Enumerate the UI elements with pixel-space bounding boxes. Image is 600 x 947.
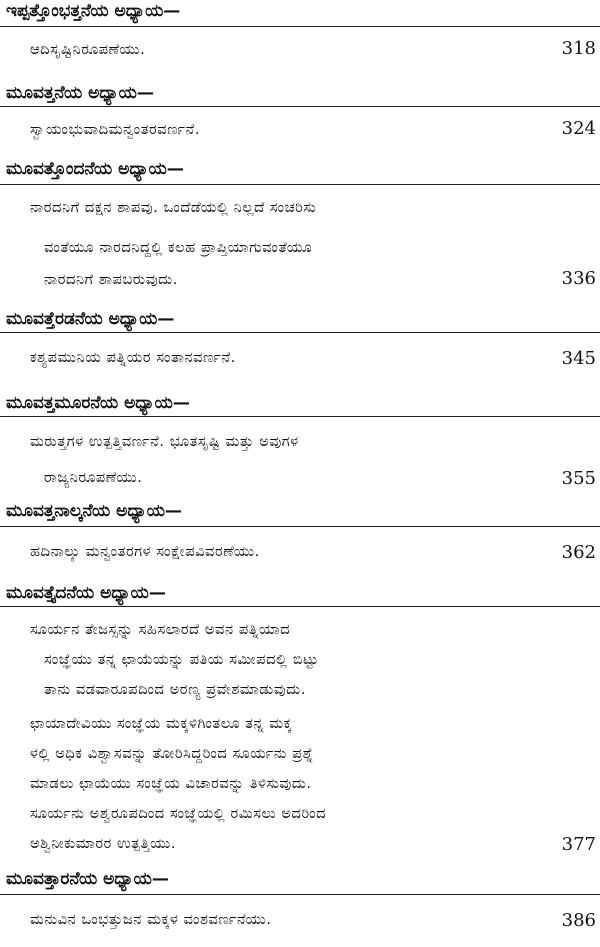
chapter-title: ಮೂವತ್ತಾರನೆಯ ಅಧ್ಯಾಯ—	[6, 869, 169, 889]
chapter-summary-line: ಮಾಡಲು ಛಾಯೆಯು ಸಂಜ್ಞೆಯ ವಿಚಾರವನ್ನು ತಿಳಿಸುವುದು.	[30, 776, 312, 792]
chapter-divider	[0, 606, 600, 607]
chapter-title: ಮೂವತ್ತೊಂದನೆಯ ಅಧ್ಯಾಯ—	[6, 159, 184, 179]
page-number: 324	[561, 118, 596, 139]
chapter-title: ಮೂವತ್ತನಾಲ್ಕನೆಯ ಅಧ್ಯಾಯ—	[6, 501, 182, 521]
chapter-summary-line: ನಾರದನಿಗೆ ಶಾಪಬರುವುದು.	[44, 272, 178, 288]
page-number: 362	[561, 542, 596, 563]
chapter-divider	[0, 106, 600, 107]
chapter-summary-line: ವಂತೆಯೂ ನಾರದನಿದ್ದಲ್ಲಿ ಕಲಹ ಪ್ರಾಪ್ತಿಯಾಗುವಂತೆಯೂ	[44, 240, 313, 256]
chapter-title: ಇಪ್ಪತ್ತೊಂಭತ್ತನೆಯ ಅಧ್ಯಾಯ—	[6, 1, 181, 21]
chapter-summary-line: ಮರುತ್ತಗಳ ಉತ್ಪತ್ತಿವರ್ಣನೆ. ಭೂತಸೃಷ್ಟಿ ಮತ್ತು ಅವುಗಳ	[30, 434, 299, 450]
chapter-summary-line: ರಾಜ್ಯನಿರೂಪಣೆಯು.	[44, 470, 143, 486]
page-number: 386	[561, 910, 596, 931]
page-number: 345	[561, 348, 596, 369]
page-number: 355	[561, 468, 596, 489]
chapter-summary-line: ಆದಿಸೃಷ್ಟಿನಿರೂಪಣೆಯು.	[30, 42, 146, 58]
chapter-summary-line: ತಾನು ವಡವಾರೂಪದಿಂದ ಅರಣ್ಯ ಪ್ರವೇಶಮಾಡುವುದು.	[44, 682, 307, 698]
page-number: 318	[561, 38, 596, 59]
chapter-title: ಮೂವತ್ತಮೂರನೆಯ ಅಧ್ಯಾಯ—	[6, 393, 190, 413]
chapter-summary-line: ಛಾಯಾದೇವಿಯು ಸಂಜ್ಞೆಯ ಮಕ್ಕಳಿಗಿಂತಲೂ ತನ್ನ ಮಕ್ಕ	[30, 716, 293, 732]
chapter-divider	[0, 526, 600, 527]
chapter-divider	[0, 894, 600, 895]
chapter-summary-line: ಕಶ್ಯಪಮುನಿಯ ಪತ್ನಿಯರ ಸಂತಾನವರ್ಣನೆ.	[30, 350, 236, 366]
page-number: 336	[561, 268, 596, 289]
chapter-divider	[0, 332, 600, 333]
chapter-summary-line: ಸೂರ್ಯನ ತೇಜಸ್ಸನ್ನು ಸಹಿಸಲಾರದೆ ಅವನ ಪತ್ನಿಯಾದ	[30, 622, 291, 638]
chapter-divider	[0, 26, 600, 27]
page-number: 377	[561, 834, 596, 855]
chapter-summary-line: ಳಲ್ಲಿ ಅಧಿಕ ವಿಶ್ವಾಸವನ್ನು ತೋರಿಸಿದ್ದರಿಂದ ಸೂರ್ಯನು ಪ್ರಶ್ನೆ	[30, 746, 314, 762]
chapter-summary-line: ನಾರದನಿಗೆ ದಕ್ಷನ ಶಾಪವು. ಒಂದೆಡೆಯಲ್ಲಿ ನಿಲ್ಲದೆ ಸಂಚರಿಸು	[30, 200, 317, 216]
chapter-summary-line: ಅಶ್ವಿನೀಕುಮಾರರ ಉತ್ಪತ್ತಿಯು.	[30, 836, 177, 852]
chapter-summary-line: ಹದಿನಾಲ್ಕು ಮನ್ವಂತರಗಳ ಸಂಕ್ಷೇಪವಿವರಣೆಯು.	[30, 544, 260, 560]
chapter-title: ಮೂವತ್ತನೆಯ ಅಧ್ಯಾಯ—	[6, 83, 154, 103]
chapter-title: ಮೂವತ್ತೈದನೆಯ ಅಧ್ಯಾಯ—	[6, 583, 166, 603]
chapter-summary-line: ಸ್ವಾಯಂಭುವಾದಿಮನ್ವಂತರವರ್ಣನೆ.	[30, 122, 201, 138]
chapter-summary-line: ಸೂರ್ಯನು ಅಶ್ವರೂಪದಿಂದ ಸಂಜ್ಞೆಯಲ್ಲಿ ರಮಿಸಲು ಅದರಿಂದ	[30, 806, 327, 822]
chapter-summary-line: ಸಂಜ್ಞೆಯು ತನ್ನ ಛಾಯೆಯನ್ನು ಪತಿಯ ಸಮೀಪದಲ್ಲಿ ಬಿಟ್ಟು	[44, 652, 319, 668]
chapter-divider	[0, 416, 600, 417]
chapter-title: ಮೂವತ್ತೆರಡನೆಯ ಅಧ್ಯಾಯ—	[6, 309, 175, 329]
chapter-summary-line: ಮನುವಿನ ಒಂಭತ್ತುಜನ ಮಕ್ಕಳ ವಂಶವರ್ಣನೆಯು.	[30, 912, 272, 928]
chapter-divider	[0, 184, 600, 185]
